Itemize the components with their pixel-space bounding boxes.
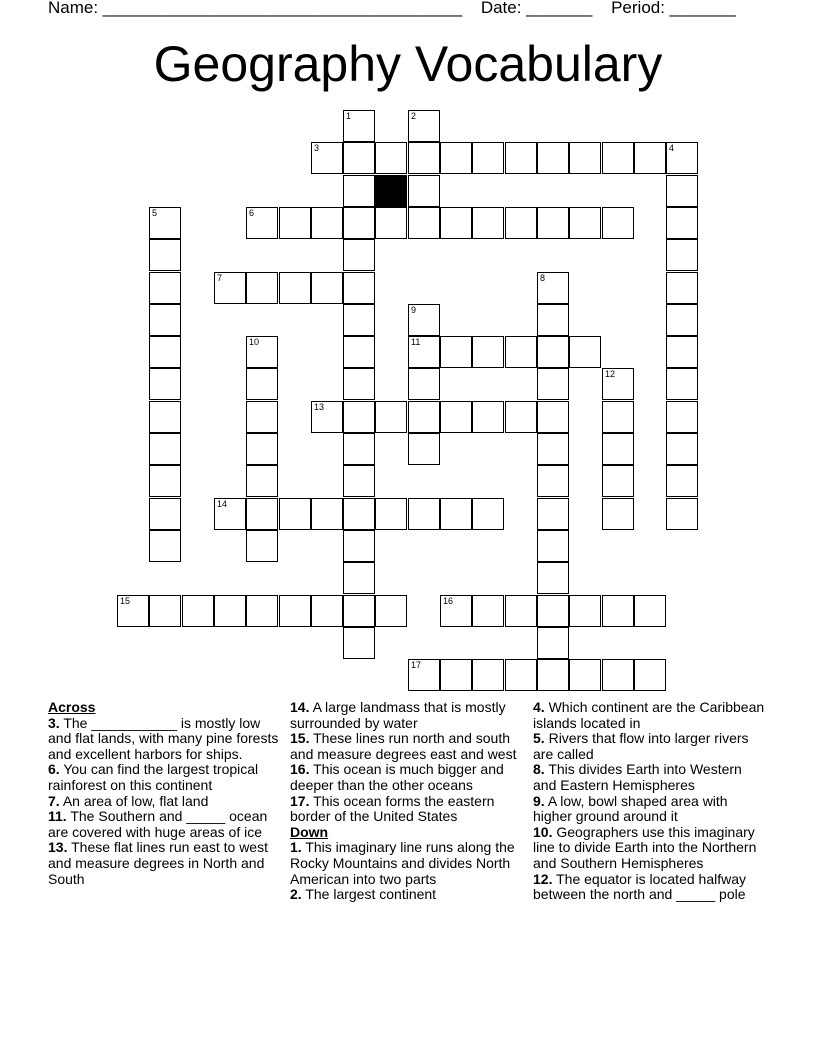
grid-cell[interactable] xyxy=(149,433,181,465)
clue-num: 17. xyxy=(290,792,310,809)
grid-cell[interactable] xyxy=(343,562,375,594)
grid-cell[interactable] xyxy=(375,595,407,627)
clue-num: 6. xyxy=(48,761,60,778)
clue-number: 8 xyxy=(540,273,546,283)
grid-cell[interactable] xyxy=(408,368,440,400)
clue-text: Rivers that flow into larger rivers are called xyxy=(533,730,749,762)
grid-cell[interactable] xyxy=(569,595,601,627)
grid-cell[interactable] xyxy=(537,368,569,400)
clue-item xyxy=(48,762,284,793)
grid-cell[interactable] xyxy=(505,595,537,627)
grid-cell[interactable] xyxy=(537,433,569,465)
grid-cell[interactable] xyxy=(246,433,278,465)
grid-cell[interactable] xyxy=(214,595,246,627)
grid-cell[interactable] xyxy=(505,336,537,368)
clue-text: The Southern and _____ ocean are covered with huge areas of ice xyxy=(48,808,268,840)
clue-text: Which continent are the Caribbean islands located in xyxy=(533,699,765,731)
clue-number: 16 xyxy=(443,596,454,606)
grid-cell[interactable] xyxy=(666,368,698,400)
clue-num: 16. xyxy=(290,761,310,778)
grid-cell[interactable] xyxy=(311,207,343,239)
grid-cell[interactable] xyxy=(634,142,666,174)
clue-text: These lines run north and south and measure degrees east and west xyxy=(290,730,517,762)
grid-cell[interactable] xyxy=(472,498,504,530)
grid-cell[interactable] xyxy=(149,304,181,336)
clue-number: 9 xyxy=(411,305,417,315)
clue-item xyxy=(290,731,526,762)
grid-cell[interactable] xyxy=(311,142,343,174)
clue-item xyxy=(533,731,769,762)
grid-cell[interactable] xyxy=(602,433,634,465)
grid-cell[interactable] xyxy=(569,336,601,368)
clue-num: 12. xyxy=(533,870,553,887)
grid-cell[interactable] xyxy=(375,142,407,174)
grid-cell[interactable] xyxy=(246,595,278,627)
grid-cell[interactable] xyxy=(602,659,634,691)
grid-cell[interactable] xyxy=(343,530,375,562)
clue-text: An area of low, flat land xyxy=(62,792,209,809)
clue-num: 1. xyxy=(290,839,302,856)
name-field[interactable]: Name: ______________________________________ xyxy=(48,0,463,17)
grid-cell[interactable] xyxy=(440,336,472,368)
section-heading: Down xyxy=(290,823,329,840)
grid-cell[interactable] xyxy=(375,401,407,433)
grid-cell[interactable] xyxy=(537,498,569,530)
grid-cell[interactable] xyxy=(343,110,375,142)
grid-cell[interactable] xyxy=(602,498,634,530)
clue-text: These flat lines run east to west and measure degrees in North and South xyxy=(48,839,268,887)
grid-cell[interactable] xyxy=(343,498,375,530)
grid-cell[interactable] xyxy=(246,498,278,530)
grid-cell[interactable] xyxy=(505,659,537,691)
clue-number: 15 xyxy=(120,596,131,606)
clue-text: A large landmass that is mostly surrounded by water xyxy=(290,699,506,731)
grid-cell[interactable] xyxy=(311,401,343,433)
grid-cell[interactable] xyxy=(149,595,181,627)
grid-cell[interactable] xyxy=(634,595,666,627)
clue-num: 2. xyxy=(290,886,302,903)
clue-num: 13. xyxy=(48,839,68,856)
grid-cell[interactable] xyxy=(408,336,440,368)
clue-text: The equator is located halfway between the north and _____ pole xyxy=(533,870,746,903)
clue-text: Geographers use this imaginary line to divide Earth into the Northern and Southern Hemispheres xyxy=(533,823,757,871)
grid-cell[interactable] xyxy=(408,659,440,691)
grid-cell[interactable] xyxy=(666,239,698,271)
grid-cell[interactable] xyxy=(182,595,214,627)
clue-item xyxy=(290,762,526,793)
grid-cell[interactable] xyxy=(440,498,472,530)
grid-cell[interactable] xyxy=(537,465,569,497)
grid-cell[interactable] xyxy=(408,110,440,142)
grid-cell[interactable] xyxy=(117,595,149,627)
grid-cell[interactable] xyxy=(408,304,440,336)
section-heading: Across xyxy=(48,699,96,715)
grid-cell[interactable] xyxy=(602,401,634,433)
grid-cell[interactable] xyxy=(666,142,698,174)
grid-cell[interactable] xyxy=(246,368,278,400)
grid-cell[interactable] xyxy=(343,175,375,207)
clue-text: This divides Earth into Western and Eastern Hemispheres xyxy=(533,761,742,793)
grid-cell[interactable] xyxy=(666,401,698,433)
clue-item xyxy=(533,794,769,825)
grid-cell[interactable] xyxy=(666,272,698,304)
grid-cell[interactable] xyxy=(440,142,472,174)
clue-item xyxy=(48,840,284,887)
grid-cell[interactable] xyxy=(440,595,472,627)
grid-cell[interactable] xyxy=(149,368,181,400)
clue-num: 3. xyxy=(48,714,60,731)
grid-cell[interactable] xyxy=(440,659,472,691)
clue-number: 10 xyxy=(249,337,260,347)
clue-item xyxy=(533,872,769,903)
clue-number: 5 xyxy=(152,208,158,218)
grid-cell[interactable] xyxy=(214,498,246,530)
clue-num: 8. xyxy=(533,761,545,778)
grid-cell[interactable] xyxy=(537,142,569,174)
grid-cell[interactable] xyxy=(343,207,375,239)
clue-number: 1 xyxy=(346,111,352,121)
grid-cell[interactable] xyxy=(602,465,634,497)
grid-cell[interactable] xyxy=(408,142,440,174)
grid-cell[interactable] xyxy=(149,207,181,239)
grid-cell[interactable] xyxy=(408,207,440,239)
clue-text: A low, bowl shaped area with higher ground around it xyxy=(533,792,728,825)
grid-cell[interactable] xyxy=(343,304,375,336)
grid-cell[interactable] xyxy=(343,272,375,304)
clue-text: The largest continent xyxy=(305,886,437,903)
grid-cell[interactable] xyxy=(537,336,569,368)
grid-cell[interactable] xyxy=(343,368,375,400)
grid-cell[interactable] xyxy=(343,336,375,368)
grid-cell[interactable] xyxy=(149,239,181,271)
grid-cell[interactable] xyxy=(246,465,278,497)
clue-num: 5. xyxy=(533,730,545,747)
grid-cell[interactable] xyxy=(408,498,440,530)
grid-cell[interactable] xyxy=(149,498,181,530)
grid-cell[interactable] xyxy=(279,498,311,530)
clue-num: 14. xyxy=(290,699,310,715)
grid-cell[interactable] xyxy=(408,175,440,207)
grid-cell[interactable] xyxy=(505,207,537,239)
grid-cell[interactable] xyxy=(375,207,407,239)
grid-cell[interactable] xyxy=(537,401,569,433)
grid-cell[interactable] xyxy=(537,562,569,594)
grid-cell[interactable] xyxy=(311,498,343,530)
grid-cell[interactable] xyxy=(440,207,472,239)
grid-cell[interactable] xyxy=(666,336,698,368)
grid-cell[interactable] xyxy=(472,401,504,433)
clue-number: 11 xyxy=(411,337,421,347)
grid-cell[interactable] xyxy=(279,595,311,627)
grid-cell[interactable] xyxy=(149,530,181,562)
grid-cell[interactable] xyxy=(537,304,569,336)
grid-cell[interactable] xyxy=(343,142,375,174)
grid-cell[interactable] xyxy=(634,659,666,691)
grid-cell[interactable] xyxy=(666,465,698,497)
grid-cell[interactable] xyxy=(602,207,634,239)
grid-cell[interactable] xyxy=(666,175,698,207)
grid-cell[interactable] xyxy=(246,207,278,239)
grid-cell[interactable] xyxy=(246,530,278,562)
grid-cell[interactable] xyxy=(408,433,440,465)
grid-cell[interactable] xyxy=(537,659,569,691)
grid-cell[interactable] xyxy=(343,433,375,465)
grid-cell[interactable] xyxy=(375,498,407,530)
period-field[interactable]: Period: _______ xyxy=(611,0,736,17)
clue-num: 10. xyxy=(533,823,553,840)
clue-item xyxy=(290,840,526,887)
grid-cell[interactable] xyxy=(472,142,504,174)
grid-cell[interactable] xyxy=(666,498,698,530)
date-field[interactable]: Date: _______ xyxy=(480,0,593,17)
clue-number: 6 xyxy=(249,208,255,218)
clue-item xyxy=(533,825,769,872)
grid-cell[interactable] xyxy=(505,401,537,433)
clue-num: 4. xyxy=(533,699,545,715)
clue-item xyxy=(533,762,769,793)
grid-cell[interactable] xyxy=(537,272,569,304)
grid-cell[interactable] xyxy=(246,336,278,368)
grid-cell[interactable] xyxy=(472,336,504,368)
clue-number: 4 xyxy=(669,143,675,153)
grid-cell[interactable] xyxy=(279,207,311,239)
grid-cell[interactable] xyxy=(666,304,698,336)
clue-item xyxy=(48,794,284,810)
clue-column-3 xyxy=(533,700,769,903)
clue-column-1 xyxy=(48,700,284,887)
grid-cell[interactable] xyxy=(602,142,634,174)
grid-cell[interactable] xyxy=(472,207,504,239)
clue-column-2 xyxy=(290,700,526,903)
grid-cell[interactable] xyxy=(569,142,601,174)
grid-cell[interactable] xyxy=(602,595,634,627)
clue-text: This ocean is much bigger and deeper than the other oceans xyxy=(290,761,504,793)
clue-item xyxy=(290,794,526,825)
clue-list xyxy=(48,700,788,970)
grid-cell[interactable] xyxy=(602,368,634,400)
grid-cell[interactable] xyxy=(472,659,504,691)
grid-cell[interactable] xyxy=(279,272,311,304)
grid-cell[interactable] xyxy=(214,272,246,304)
clue-num: 15. xyxy=(290,730,310,747)
grid-cell[interactable] xyxy=(149,336,181,368)
clue-num: 11. xyxy=(48,808,67,825)
grid-cell[interactable] xyxy=(408,401,440,433)
clue-num: 7. xyxy=(48,792,60,809)
grid-cell[interactable] xyxy=(537,595,569,627)
clue-number: 13 xyxy=(314,402,325,412)
grid-cell[interactable] xyxy=(343,465,375,497)
blocked-cell xyxy=(375,175,407,207)
grid-cell[interactable] xyxy=(343,627,375,659)
clue-item xyxy=(48,716,284,763)
clue-text: The ___________ is mostly low and flat lands, with many pine forests and excellent harbors for ships. xyxy=(48,714,279,762)
grid-cell[interactable] xyxy=(311,272,343,304)
grid-cell[interactable] xyxy=(311,595,343,627)
grid-cell[interactable] xyxy=(537,627,569,659)
clue-number: 2 xyxy=(411,111,417,121)
clue-number: 3 xyxy=(314,143,320,153)
clue-item xyxy=(533,700,769,731)
grid-cell[interactable] xyxy=(149,272,181,304)
grid-cell[interactable] xyxy=(537,530,569,562)
grid-cell[interactable] xyxy=(149,401,181,433)
grid-cell[interactable] xyxy=(666,433,698,465)
grid-cell[interactable] xyxy=(472,595,504,627)
clue-text: This imaginary line runs along the Rocky Mountains and divides North American into two parts xyxy=(290,839,515,887)
grid-cell[interactable] xyxy=(666,207,698,239)
grid-cell[interactable] xyxy=(440,401,472,433)
clue-text: You can find the largest tropical rainforest on this continent xyxy=(48,761,259,793)
clue-item xyxy=(48,809,284,840)
grid-cell[interactable] xyxy=(505,142,537,174)
clue-number: 7 xyxy=(217,273,223,283)
clue-num: 9. xyxy=(533,792,545,809)
grid-cell[interactable] xyxy=(569,207,601,239)
clue-number: 12 xyxy=(605,369,616,379)
grid-cell[interactable] xyxy=(569,659,601,691)
grid-cell[interactable] xyxy=(149,465,181,497)
page-title: Geography Vocabulary xyxy=(153,36,663,92)
clue-text: This ocean forms the eastern border of the United States xyxy=(290,792,495,825)
clue-number: 17 xyxy=(411,660,422,670)
clue-item xyxy=(290,887,526,903)
grid-cell[interactable] xyxy=(343,595,375,627)
grid-cell[interactable] xyxy=(537,207,569,239)
clue-item xyxy=(290,700,526,731)
grid-cell[interactable] xyxy=(246,401,278,433)
grid-cell[interactable] xyxy=(343,401,375,433)
clue-number: 14 xyxy=(217,499,228,509)
grid-cell[interactable] xyxy=(343,239,375,271)
grid-cell[interactable] xyxy=(246,272,278,304)
